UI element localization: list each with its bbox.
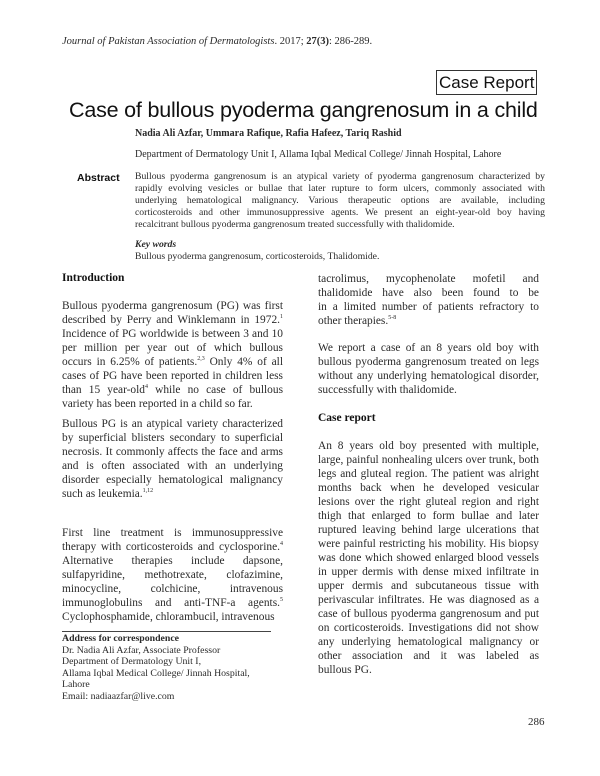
citation-superscript: 1 — [280, 314, 283, 320]
text-segment: than 15 year-old — [62, 384, 145, 396]
keywords-text: Bullous pyoderma gangrenosum, corticosteroids, Thalidomide. — [135, 251, 380, 262]
text-line — [318, 355, 539, 369]
correspondence-heading: Address for correspondence — [62, 633, 180, 644]
address-line: Allama Iqbal Medical College/ Jinnah Hospital, — [62, 667, 250, 679]
text-line — [318, 369, 539, 383]
text-line — [135, 207, 545, 219]
paragraph — [62, 526, 283, 624]
email-link[interactable]: Email: nadiaazfar@live.com — [62, 690, 175, 702]
section-heading-case-report: Case report — [318, 412, 376, 424]
text-segment: thigh that enlarged to form bullae and later — [318, 510, 539, 522]
text-segment: per million per year out of which bullous — [62, 342, 283, 354]
text-line — [318, 593, 539, 607]
citation-superscript: 5-8 — [388, 315, 397, 321]
text-segment: Cyclophosphamide, chlorambucil, intravenous — [62, 611, 275, 623]
text-line — [318, 621, 539, 635]
text-line — [318, 314, 539, 328]
text-line — [318, 439, 539, 453]
text-line — [318, 551, 539, 565]
text-line — [318, 607, 539, 621]
text-line — [62, 540, 283, 554]
text-segment: perivascular infiltrates. He was diagnosed as a — [318, 594, 539, 606]
abstract-label: Abstract — [77, 172, 120, 184]
paragraph — [62, 417, 283, 501]
text-segment: We report a case of an 8 years old boy with — [318, 342, 539, 354]
text-line — [62, 299, 283, 313]
text-line — [318, 272, 539, 286]
text-line — [62, 369, 283, 383]
text-line — [135, 219, 545, 231]
text-line — [318, 509, 539, 523]
text-segment: sulfapyridine, methotrexate, clofazimine, — [62, 569, 283, 581]
text-segment: thalidomide have also been found to be — [318, 287, 539, 299]
article-type-badge: Case Report — [436, 70, 537, 95]
text-segment: on corticosteroids. Investigations did not show — [318, 622, 539, 634]
text-segment: case of bullous pyoderma gangrenosum and put — [318, 608, 539, 620]
text-segment: other therapies. — [318, 315, 389, 327]
text-line — [135, 183, 545, 195]
text-line — [62, 327, 283, 341]
citation-superscript: 4 — [145, 384, 148, 390]
text-segment: Bullous pyoderma gangrenosum (PG) was first — [62, 300, 283, 312]
text-line — [318, 635, 539, 649]
text-line — [62, 417, 283, 431]
citation-superscript: 4 — [280, 541, 283, 547]
text-segment: cases of PG have been reported in children less — [62, 370, 283, 382]
text-line — [318, 579, 539, 593]
text-line — [62, 487, 283, 501]
text-segment: An 8 years old boy presented with multiple, — [318, 440, 539, 452]
text-segment: disorder especially hematological malignancy — [62, 474, 283, 486]
text-segment: tacrolimus, mycophenolate mofetil and — [318, 273, 539, 285]
text-segment: recalcitrant bullous pyoderma gangrenosum treated successfully with thalidomide. — [135, 219, 455, 230]
text-segment: was done which showed enlarged blood vessels — [318, 552, 539, 564]
text-segment: and is often associated with an underlying — [62, 460, 283, 472]
citation-superscript: 2,3 — [197, 356, 205, 362]
text-line — [318, 453, 539, 467]
footnote-divider — [62, 631, 271, 632]
journal-volume: 27(3) — [306, 36, 329, 47]
text-segment: large, painful nonhealing ulcers over trunk, both — [318, 454, 539, 466]
text-segment: immunoglobulins and anti-TNF-a agents. — [62, 597, 280, 609]
text-segment: without any underlying hematological disorder, — [318, 370, 539, 382]
text-line — [135, 195, 545, 207]
text-line — [62, 459, 283, 473]
text-line — [62, 582, 283, 596]
correspondence-address — [62, 633, 250, 703]
text-line — [62, 610, 283, 624]
text-line — [62, 355, 283, 369]
paragraph — [318, 439, 539, 677]
text-line — [318, 300, 539, 314]
text-segment: upper dermis and subcutaneous tissue with — [318, 580, 539, 592]
text-line — [318, 467, 539, 481]
text-segment: any underlying hematological malignancy or — [318, 636, 539, 648]
text-line — [62, 445, 283, 459]
text-line — [318, 495, 539, 509]
text-segment: necrosis. It commonly affects the face and arms — [62, 446, 283, 458]
paragraph — [62, 299, 283, 411]
text-segment: described by Perry and Winklemann in 1972. — [62, 314, 280, 326]
text-line — [62, 383, 283, 397]
text-segment: Incidence of PG worldwide is between 3 and 10 — [62, 328, 283, 340]
text-line — [318, 649, 539, 663]
text-segment: Only 4% of all — [204, 356, 283, 368]
paragraph — [318, 341, 539, 397]
address-line: Lahore — [62, 679, 90, 691]
text-segment: other association and it was labeled as — [318, 650, 539, 662]
article-title: Case of bullous pyoderma gangrenosum in a child — [69, 98, 538, 122]
text-segment: in a limited number of patients refractory to — [318, 301, 539, 313]
text-line — [62, 341, 283, 355]
text-segment: occurs in 6.25% of patients. — [62, 356, 198, 368]
address-line: Department of Dermatology Unit I, — [62, 656, 202, 668]
text-segment: while no case of bullous — [148, 384, 283, 396]
text-segment: rapidly evolving vesicles or bullae that later rupture to form ulcers, commonly associated with — [135, 183, 545, 194]
text-line — [318, 537, 539, 551]
text-line — [318, 523, 539, 537]
section-heading-introduction: Introduction — [62, 272, 125, 284]
text-line — [62, 568, 283, 582]
text-segment: corticosteroids and other immunosuppressive agents. We present an eight-year-old boy having — [135, 207, 545, 218]
text-line — [62, 313, 283, 327]
text-segment: in upper dermis with dense mixed infiltrate in — [318, 566, 539, 578]
text-segment: months back when he developed vesicular — [318, 482, 539, 494]
text-segment: Alternative therapies include dapsone, — [62, 555, 283, 567]
affiliation: Department of Dermatology Unit I, Allama Iqbal Medical College/ Jinnah Hospital, Lahore — [135, 149, 502, 160]
text-line — [62, 431, 283, 445]
text-segment: legs and gluteal region. The patient was alright — [318, 468, 539, 480]
text-line — [62, 554, 283, 568]
text-segment: Bullous PG is an atypical variety characterized — [62, 418, 283, 430]
text-segment: bullous PG. — [318, 664, 372, 676]
text-segment: such as leukemia. — [62, 488, 143, 500]
text-segment: minocycline, colchicine, intravenous — [62, 583, 283, 595]
text-line — [318, 663, 539, 677]
text-line — [62, 473, 283, 487]
journal-pages: : 286-289. — [328, 36, 373, 47]
text-line — [135, 171, 545, 183]
text-segment: ruptured leaving behind large ulcerations that — [318, 524, 539, 536]
text-segment: therapy with corticosteroids and cyclosporine. — [62, 541, 280, 553]
text-segment: Bullous pyoderma gangrenosum is an atypical variety of pyoderma gangrenosum characterized by — [135, 171, 545, 182]
text-segment: First line treatment is immunosuppressive — [62, 527, 283, 539]
text-line — [62, 526, 283, 540]
text-line — [318, 481, 539, 495]
journal-name: Journal of Pakistan Association of Dermatologists — [62, 36, 275, 47]
address-line: Dr. Nadia Ali Azfar, Associate Professor — [62, 644, 221, 656]
text-segment: by superficial blisters secondary to superficial — [62, 432, 283, 444]
text-line — [62, 596, 283, 610]
text-line — [318, 341, 539, 355]
text-segment: underlying hematological malignancy. Various therapeutic options are available, including — [135, 195, 545, 206]
text-segment: successfully with thalidomide. — [318, 384, 457, 396]
page-number: 286 — [528, 716, 545, 728]
keywords-label: Key words — [135, 239, 177, 250]
text-segment: bullous pyoderma gangrenosum treated on legs — [318, 356, 539, 368]
text-segment: lesions over the right gluteal region and right — [318, 496, 539, 508]
text-line — [62, 397, 283, 411]
text-line — [318, 565, 539, 579]
text-segment: variety has been reported in a child so far. — [62, 398, 253, 410]
abstract-text — [135, 171, 545, 231]
text-segment: were painful restricting his mobility. His biopsy — [318, 538, 539, 550]
text-line — [318, 383, 539, 397]
citation-superscript: 1,12 — [142, 488, 154, 494]
citation-superscript: 5 — [280, 597, 283, 603]
journal-citation — [62, 36, 372, 47]
text-line — [318, 286, 539, 300]
journal-year: . 2017; — [274, 36, 307, 47]
paragraph — [318, 272, 539, 328]
authors: Nadia Ali Azfar, Ummara Rafique, Rafia Hafeez, Tariq Rashid — [135, 128, 402, 139]
